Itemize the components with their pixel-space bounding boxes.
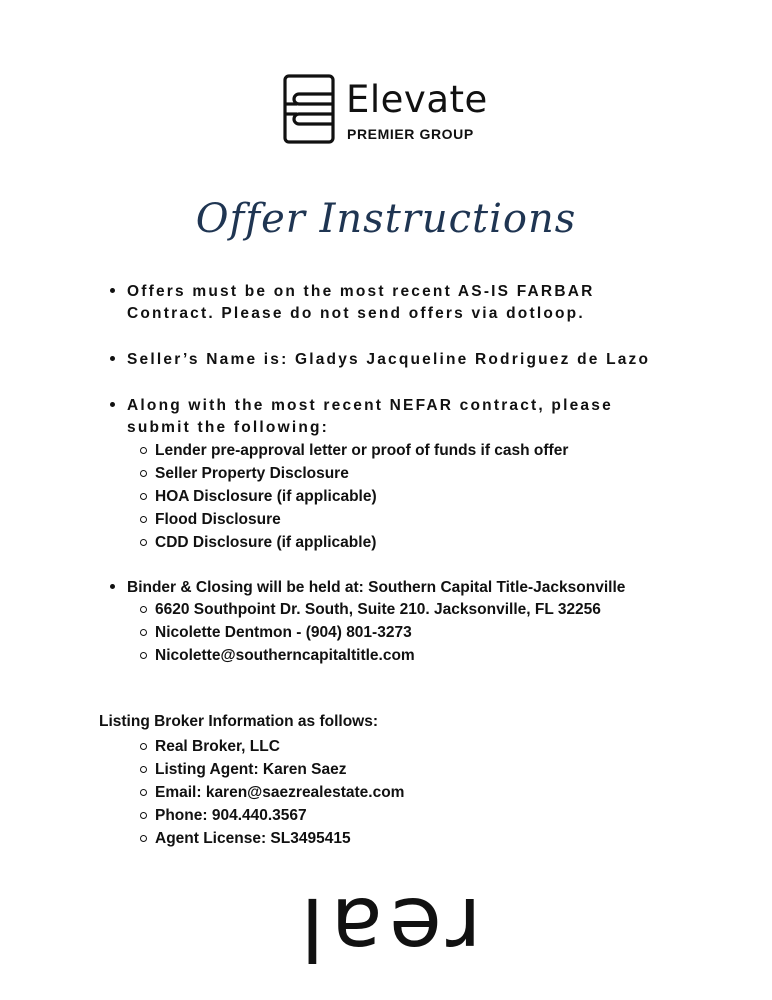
- bullet-text: Seller’s Name is: Gladys Jacqueline Rodriguez de Lazo: [127, 351, 651, 368]
- sub-item-text: Email: karen@saezrealestate.com: [155, 784, 405, 801]
- elevate-e-logo-icon: [283, 74, 335, 144]
- bullet-text: Binder & Closing will be held at: Southern Capital Title-Jacksonville: [127, 579, 626, 596]
- sub-item-text: 6620 Southpoint Dr. South, Suite 210. Jacksonville, FL 32256: [155, 601, 601, 618]
- sub-item-text: Nicolette Dentmon - (904) 801-3273: [155, 624, 412, 641]
- bullet-text: submit the following:: [127, 419, 330, 436]
- elevate-logo: [283, 74, 513, 146]
- sub-item-text: Phone: 904.440.3567: [155, 807, 307, 824]
- broker-heading: Listing Broker Information as follows:: [99, 713, 379, 730]
- bullet-text: Along with the most recent NEFAR contract, please: [127, 397, 613, 414]
- real-broker-logo: real: [294, 878, 482, 978]
- sub-item-text: Listing Agent: Karen Saez: [155, 761, 347, 778]
- bullet-text: Contract. Please do not send offers via dotloop.: [127, 305, 585, 322]
- sub-item-text: CDD Disclosure (if applicable): [155, 534, 377, 551]
- sub-item-text: Real Broker, LLC: [155, 738, 280, 755]
- brand-name: Elevate: [346, 78, 488, 121]
- page-title: Offer Instructions: [195, 196, 577, 242]
- sub-item-text: Seller Property Disclosure: [155, 465, 349, 482]
- bullet-text: Offers must be on the most recent AS-IS FARBAR: [127, 283, 595, 300]
- brand-subtitle: PREMIER GROUP: [347, 126, 474, 142]
- sub-item-text: Flood Disclosure: [155, 511, 281, 528]
- sub-item-text: HOA Disclosure (if applicable): [155, 488, 377, 505]
- sub-item-text: Lender pre-approval letter or proof of funds if cash offer: [155, 442, 569, 459]
- sub-item-text: Nicolette@southerncapitaltitle.com: [155, 647, 415, 664]
- sub-item-text: Agent License: SL3495415: [155, 830, 351, 847]
